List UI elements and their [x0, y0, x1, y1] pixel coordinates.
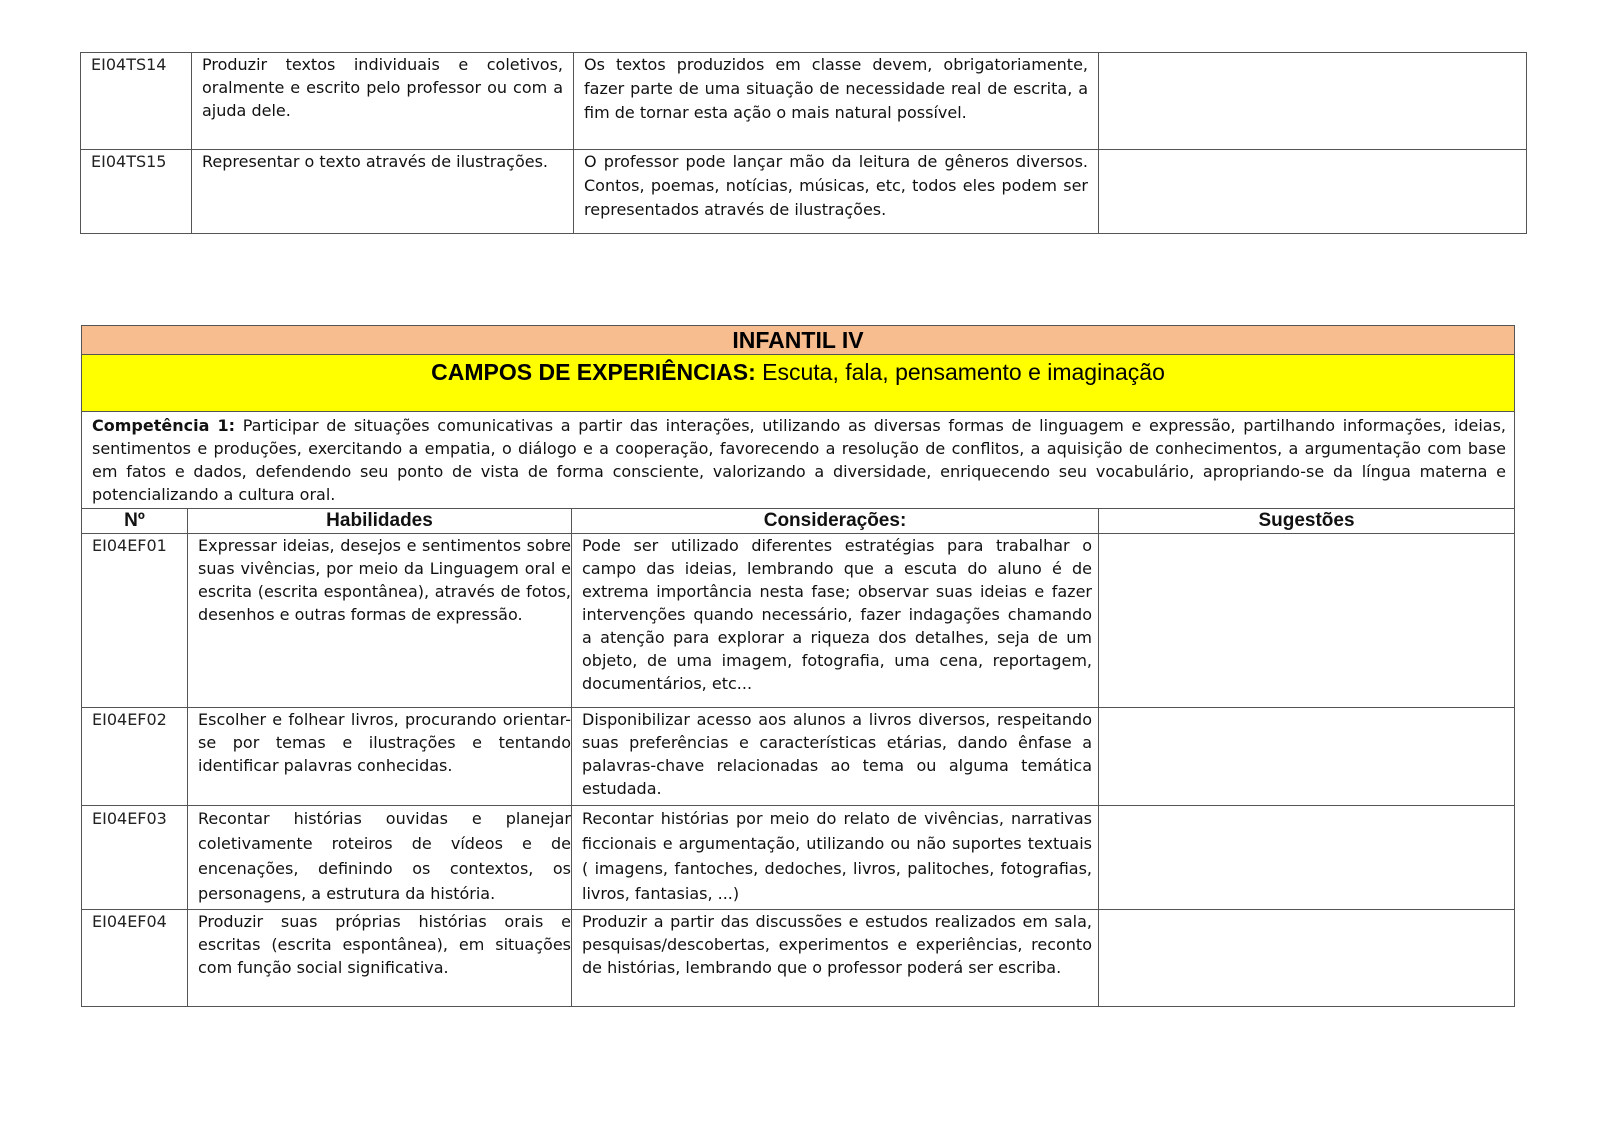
section-title: INFANTIL IV: [82, 326, 1515, 355]
skill-suggestion-cell[interactable]: [1099, 534, 1515, 708]
skill-suggestion-cell[interactable]: [1099, 150, 1527, 234]
skill-consideration: Recontar histórias por meio do relato de vivências, narrativas ficcionais e argumentação, utilizando ou não suportes textuais ( imagens, fantoches, dedoches, livros, palitoches, fotografias, livros, fantasias, ...): [572, 806, 1099, 910]
skill-consideration: Disponibilizar acesso aos alunos a livros diversos, respeitando suas preferências e características etárias, dando ênfase a palavras-chave relacionadas ao tema ou alguma temática estudada.: [572, 708, 1099, 806]
skill-suggestion-cell[interactable]: [1099, 53, 1527, 150]
experience-field-heading: [82, 355, 1515, 412]
competency-row: [82, 412, 1515, 509]
skill-description: Produzir textos individuais e coletivos, oralmente e escrito pelo professor ou com a ajuda dele.: [192, 53, 574, 150]
skill-code: EI04EF04: [82, 910, 188, 1007]
column-header-suggestions: Sugestões: [1099, 509, 1515, 534]
skill-suggestion-cell[interactable]: [1099, 806, 1515, 910]
field-band: [82, 355, 1515, 412]
experience-field-label: CAMPOS DE EXPERIÊNCIAS:: [431, 359, 756, 385]
table-row: [82, 708, 1515, 806]
skill-suggestion-cell[interactable]: [1099, 708, 1515, 806]
experience-field-value: Escuta, fala, pensamento e imaginação: [762, 359, 1165, 385]
column-header-row: [82, 509, 1515, 534]
title-band: [82, 326, 1515, 355]
skill-code: EI04EF03: [82, 806, 188, 910]
continuation-table: [80, 52, 1527, 234]
column-header-skills: Habilidades: [188, 509, 572, 534]
skill-code: EI04EF02: [82, 708, 188, 806]
competency-label: Competência 1:: [92, 416, 236, 435]
table-row: [82, 910, 1515, 1007]
skill-description: Expressar ideias, desejos e sentimentos sobre suas vivências, por meio da Linguagem oral e escrita (escrita espontânea), através de fotos, desenhos e outras formas de expressão.: [188, 534, 572, 708]
table-row: [82, 806, 1515, 910]
skill-consideration: Produzir a partir das discussões e estudos realizados em sala, pesquisas/descobertas, experimentos e experiências, reconto de histórias, lembrando que o professor poderá ser escriba.: [572, 910, 1099, 1007]
skill-description: Escolher e folhear livros, procurando orientar-se por temas e ilustrações e tentando identificar palavras conhecidas.: [188, 708, 572, 806]
column-header-considerations: Considerações:: [572, 509, 1099, 534]
table-row: [82, 534, 1515, 708]
table-row: [81, 150, 1527, 234]
skill-code: EI04TS14: [81, 53, 192, 150]
competency-text: Participar de situações comunicativas a partir das interações, utilizando as diversas formas de linguagem e expressão, partilhando informações, ideias, sentimentos e produções, exercitando a empatia, o diálogo e a cooperação, favorecendo a resolução de conflitos, a aquisição de conhecimentos, a argumentação com base em fatos e dados, defendendo seu ponto de vista de forma consciente, valorizando a diversidade, enriquecendo seu vocabulário, apropriando-se da língua materna e potencializando a cultura oral.: [92, 416, 1507, 504]
skill-code: EI04EF01: [82, 534, 188, 708]
skill-code: EI04TS15: [81, 150, 192, 234]
skill-description: Produzir suas próprias histórias orais e escritas (escrita espontânea), em situações com função social significativa.: [188, 910, 572, 1007]
skill-description: Recontar histórias ouvidas e planejar coletivamente roteiros de vídeos e de encenações, definindo os contextos, os personagens, a estrutura da história.: [188, 806, 572, 910]
skill-description: Representar o texto através de ilustrações.: [192, 150, 574, 234]
curriculum-table: [81, 325, 1515, 1007]
skill-consideration: Os textos produzidos em classe devem, obrigatoriamente, fazer parte de uma situação de necessidade real de escrita, a fim de tornar esta ação o mais natural possível.: [574, 53, 1099, 150]
skill-suggestion-cell[interactable]: [1099, 910, 1515, 1007]
skill-consideration: Pode ser utilizado diferentes estratégias para trabalhar o campo das ideias, lembrando que a escuta do aluno é de extrema importância nesta fase; observar suas ideias e fazer intervenções quando necessário, fazer indagações chamando a atenção para explorar a riqueza dos detalhes, seja de um objeto, de uma imagem, fotografia, uma cena, reportagem, documentários, etc...: [572, 534, 1099, 708]
column-header-number: Nº: [82, 509, 188, 534]
table-row: [81, 53, 1527, 150]
skill-consideration: O professor pode lançar mão da leitura de gêneros diversos. Contos, poemas, notícias, músicas, etc, todos eles podem ser representados através de ilustrações.: [574, 150, 1099, 234]
competency-paragraph: [82, 412, 1515, 509]
